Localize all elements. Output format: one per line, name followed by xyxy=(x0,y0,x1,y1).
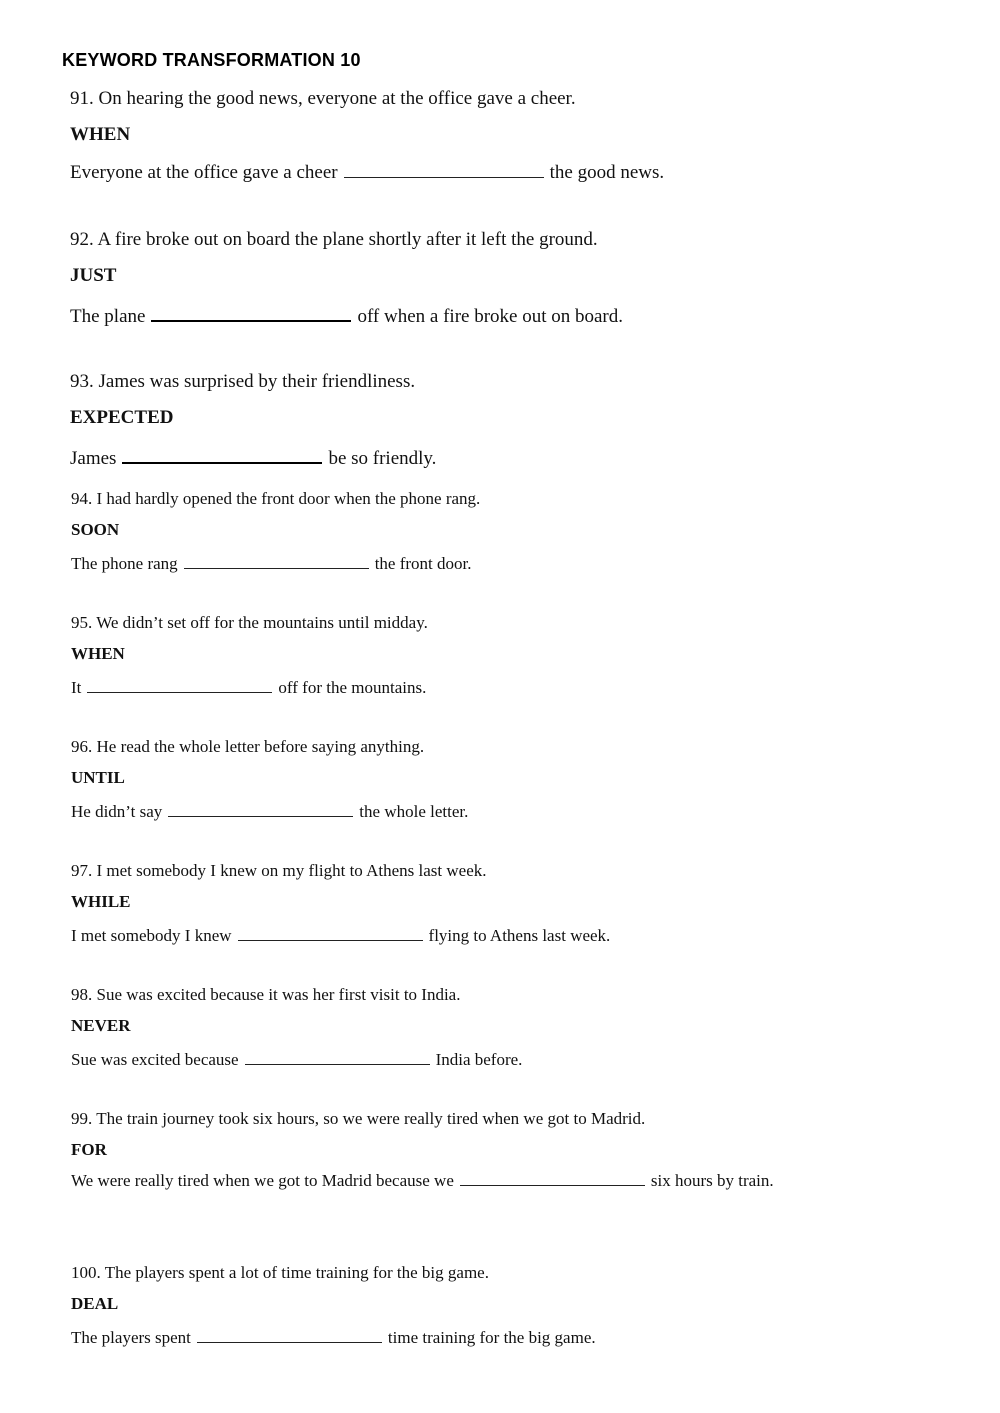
item-answer-line xyxy=(71,1047,522,1070)
item-sentence: 97. I met somebody I knew on my flight to Athens last week. xyxy=(71,861,487,880)
item-answer-line xyxy=(70,443,436,470)
answer-blank[interactable] xyxy=(344,158,544,178)
item-sentence: 100. The players spent a lot of time training for the big game. xyxy=(71,1263,489,1282)
item-answer-line xyxy=(71,551,471,574)
item-sentence: 98. Sue was excited because it was her first visit to India. xyxy=(71,985,461,1004)
answer-before: It xyxy=(71,678,82,697)
answer-after: India before. xyxy=(435,1050,523,1069)
answer-before: Sue was excited because xyxy=(71,1050,239,1069)
item-keyword: EXPECTED xyxy=(70,407,174,428)
answer-before: We were really tired when we got to Madrid because we xyxy=(71,1171,454,1190)
item-sentence: 92. A fire broke out on board the plane shortly after it left the ground. xyxy=(70,229,598,250)
item-answer-line xyxy=(70,301,623,328)
answer-blank[interactable] xyxy=(151,301,351,322)
answer-after: six hours by train. xyxy=(650,1171,774,1190)
answer-blank[interactable] xyxy=(197,1325,382,1343)
item-keyword: UNTIL xyxy=(71,768,125,787)
answer-blank[interactable] xyxy=(168,799,353,817)
answer-before: The phone rang xyxy=(71,554,178,573)
answer-blank[interactable] xyxy=(184,551,369,569)
item-answer-line xyxy=(71,675,426,698)
item-keyword: WHILE xyxy=(71,892,131,911)
answer-after: time training for the big game. xyxy=(387,1328,596,1347)
item-answer-line xyxy=(71,923,610,946)
answer-after: the whole letter. xyxy=(359,802,469,821)
item-keyword: WHEN xyxy=(70,124,131,145)
item-keyword: SOON xyxy=(71,520,120,539)
answer-after: off when a fire broke out on board. xyxy=(357,306,624,327)
answer-after: the good news. xyxy=(549,162,665,183)
item-answer-line xyxy=(70,158,664,184)
item-sentence: 96. He read the whole letter before saying anything. xyxy=(71,737,425,756)
answer-after: be so friendly. xyxy=(328,448,437,469)
item-sentence: 93. James was surprised by their friendliness. xyxy=(70,371,416,392)
item-keyword: JUST xyxy=(70,265,117,286)
answer-blank[interactable] xyxy=(245,1047,430,1065)
item-answer-line xyxy=(71,799,468,822)
answer-before: Everyone at the office gave a cheer xyxy=(70,162,338,183)
answer-blank[interactable] xyxy=(122,443,322,464)
answer-after: off for the mountains. xyxy=(278,678,427,697)
item-sentence: 94. I had hardly opened the front door when the phone rang. xyxy=(71,489,481,508)
answer-blank[interactable] xyxy=(87,675,272,693)
answer-before: The plane xyxy=(70,306,146,327)
item-sentence: 91. On hearing the good news, everyone at the office gave a cheer. xyxy=(70,88,576,109)
answer-before: He didn’t say xyxy=(71,802,163,821)
page-title: KEYWORD TRANSFORMATION 10 xyxy=(62,50,361,70)
item-keyword: FOR xyxy=(71,1140,107,1159)
item-sentence: 99. The train journey took six hours, so we were really tired when we got to Madrid. xyxy=(71,1109,646,1128)
answer-after: flying to Athens last week. xyxy=(428,926,611,945)
answer-before: James xyxy=(70,448,117,469)
item-keyword: WHEN xyxy=(71,644,125,663)
answer-blank[interactable] xyxy=(238,923,423,941)
item-keyword: NEVER xyxy=(71,1016,131,1035)
answer-before: The players spent xyxy=(71,1328,191,1347)
answer-after: the front door. xyxy=(374,554,472,573)
item-answer-line xyxy=(71,1165,916,1196)
answer-blank[interactable] xyxy=(460,1168,645,1186)
item-sentence: 95. We didn’t set off for the mountains until midday. xyxy=(71,613,428,632)
item-keyword: DEAL xyxy=(71,1294,119,1313)
answer-before: I met somebody I knew xyxy=(71,926,232,945)
item-answer-line xyxy=(71,1325,596,1348)
